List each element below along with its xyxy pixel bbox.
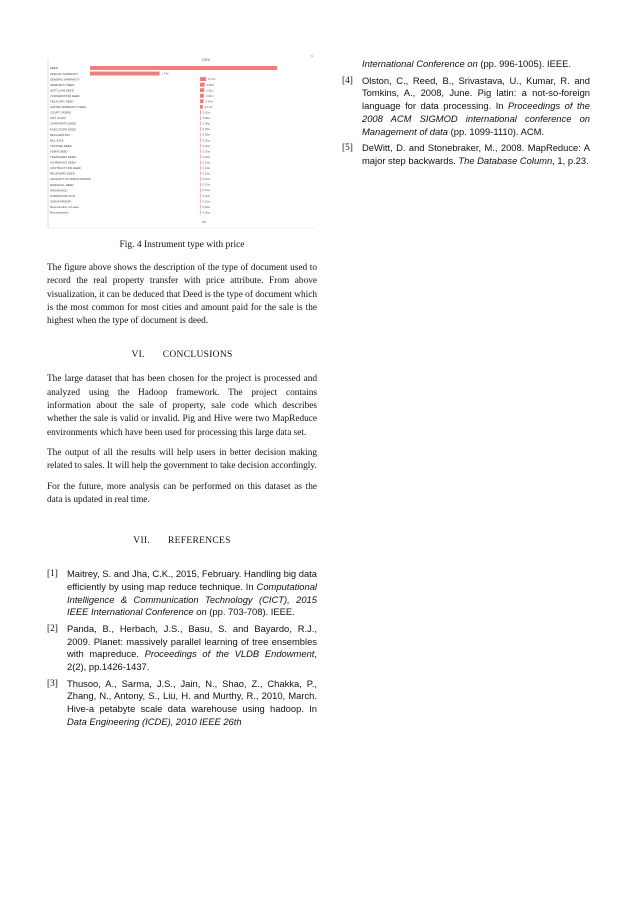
chart-bar — [90, 66, 277, 70]
chart-category-label: CONTRACT FOR DEED — [50, 166, 81, 171]
chart-category-label: ORDINANCE — [50, 188, 67, 193]
chart-data-label: 0.10m — [202, 111, 211, 115]
chart-category-label: CONSERVATOR DEED — [50, 93, 80, 98]
chart-bar — [200, 149, 201, 153]
chart-data-label: 0.71m — [208, 78, 216, 82]
reference-tail: (pp. 996-1005). IEEE. — [477, 58, 572, 69]
conclusions-paragraph-1: The large dataset that has been chosen for the project is processed and analyzed using the Hadoop framework. The project contains information about the sale of property, sale code which describes whether the sale is valid or invalid. Pig and Hive were two MapReduce environments which have been used for processing this large data set. — [47, 374, 317, 438]
chart-bar — [200, 105, 203, 109]
chart-bar — [200, 205, 201, 209]
chart-data-label: 0.01m — [202, 183, 211, 187]
chart-data-label: 0.06m — [202, 122, 211, 126]
reference-list-left — [47, 568, 317, 728]
chart-category-label: TRUSTEE DEED — [50, 143, 72, 148]
chart-bar — [200, 144, 201, 148]
reference-tail: (pp. 703-708). IEEE. — [206, 606, 295, 618]
chart-bar — [200, 94, 204, 98]
chart-data-label: 0.02m — [202, 161, 211, 165]
right-column — [342, 58, 590, 168]
chart-bottom-label: 0% — [202, 220, 207, 224]
chart-data-label: 0.46m — [205, 94, 214, 98]
chart-data-label: 1.74m — [161, 72, 170, 76]
chart-category-label: BILL SALE — [50, 138, 64, 143]
chart-bar — [200, 210, 201, 214]
reference-tail: , 1, p.23. — [552, 154, 589, 166]
chart-category-label: RECEIVERS DEED — [50, 171, 75, 176]
chart-category-label: EXECUTORS DEED — [50, 127, 76, 132]
chart-data-label: 0.02m — [202, 144, 211, 148]
chart-category-label: WARRANTY DEED — [50, 82, 75, 87]
chart-data-label: 0.01m — [202, 167, 211, 170]
chart-category-label: Memorandum of Lease — [50, 204, 79, 209]
chart-bar — [200, 188, 201, 192]
chart-data-label: 0.00m — [202, 205, 211, 209]
chart-bar — [200, 83, 205, 87]
chart-data-label: 0.56m — [206, 83, 215, 87]
chart-data-label: 0.01m — [202, 200, 211, 204]
reference-item-continued — [342, 58, 590, 71]
chart-data-label: 0.51m — [206, 89, 214, 93]
chart-bar — [200, 194, 201, 198]
instrument-type-chart — [47, 52, 317, 230]
reference-venue: Proceedings of the VLDB Endowment — [144, 648, 315, 660]
chart-data-label: 0.02m — [202, 155, 211, 159]
figure-caption: Fig. 4 Instrument type with price — [119, 240, 245, 250]
chart-bar — [200, 138, 201, 142]
chart-bar — [200, 199, 201, 203]
chart-data-label: 0.01m — [202, 178, 211, 182]
chart-data-label: 0.02m — [202, 150, 211, 154]
chart-bar — [200, 171, 201, 175]
conclusions-paragraph-3: For the future, more analysis can be performed on this dataset as the data is updated in real time. — [47, 481, 317, 505]
chart-bar — [200, 77, 206, 81]
reference-venue: Data Engineering (ICDE), 2010 IEEE 26th — [67, 715, 242, 727]
reference-venue: International Conference on — [362, 58, 478, 69]
chart-bar — [200, 122, 201, 126]
chart-data-label: 0.08m — [202, 117, 211, 121]
references-heading — [47, 536, 317, 546]
chart-category-label: SUBDIVISION PLAT — [50, 193, 76, 198]
chart-data-label: 0.01m — [202, 172, 211, 176]
chart-bar — [200, 133, 201, 137]
chart-bar — [200, 99, 204, 103]
chart-data-label: 0.17m — [204, 105, 213, 109]
chart-category-label: GIFT CLAIM — [50, 116, 66, 121]
chart-bar — [200, 183, 201, 187]
conclusions-paragraph-2: The output of all the results will help users in better decision making related to sales. It will help the government to take decision accordingly. — [47, 447, 317, 472]
chart-category-label: SURVIVORSHIP — [50, 199, 72, 204]
reference-list-right — [342, 58, 590, 168]
chart-bar — [200, 88, 204, 92]
reference-venue: The Database Column — [458, 154, 553, 166]
reference-number: [2] — [47, 623, 58, 634]
reference-number: [4] — [342, 75, 353, 86]
conclusions-heading-number: VI. — [131, 350, 145, 361]
reference-text: Maitrey, S. and Jha, C.K., 2015, February. Handling big data efficiently by using map reduce technique. In — [67, 568, 317, 592]
reference-tail: , 2(2), pp.1426-1437. — [67, 648, 317, 673]
chart-category-label: DEED — [50, 66, 58, 71]
chart-bar — [90, 72, 160, 76]
chart-category-label: SPECIAL WARRANTY — [50, 71, 79, 76]
chart-category-label: Reconveyance — [50, 210, 69, 215]
left-column — [47, 52, 317, 729]
chart-category-label: COURT ORDER — [50, 110, 71, 115]
reference-item — [342, 75, 590, 139]
chart-svg — [47, 52, 317, 230]
chart-category-label: QUITCLAIM DEED — [50, 88, 74, 93]
reference-text: Olston, C., Reed, B., Srivastava, U., Kumar, R. and Tomkins, A., 2008, June. Pig latin: a not-so-foreign language for data processing. In — [362, 74, 590, 112]
reference-number: [5] — [342, 143, 353, 154]
chart-category-label: ADMIN DEED — [50, 149, 68, 154]
chart-data-label: 0.04m — [202, 128, 211, 132]
chart-category-label: LIMITED WARRANTY DEED — [50, 105, 87, 110]
chart-data-label: 0.03m — [202, 133, 211, 137]
chart-corner-label: % — [310, 54, 313, 58]
reference-tail: (pp. 1099-1110). ACM. — [448, 125, 545, 137]
conclusions-heading — [47, 350, 317, 360]
reference-text: DeWitt, D. and Stonebraker, M., 2008. MapReduce: A major step backwards. — [362, 142, 590, 166]
chart-bar — [200, 177, 201, 181]
references-heading-number: VII. — [133, 536, 151, 547]
chart-category-label: CORPORATE DEED — [50, 121, 77, 126]
chart-data-label: 0.01m — [202, 194, 211, 198]
chart-data-label: 0.42m — [205, 100, 214, 104]
chart-category-label: TREASURER DEED — [50, 155, 76, 159]
chart-bar — [200, 110, 201, 114]
chart-bar — [200, 155, 201, 159]
chart-category-label: AFFIDAVIT OF SURVIVORSHIP — [50, 177, 91, 182]
reference-number: [3] — [47, 678, 58, 689]
figure-description: The figure above shows the description of the type of document used to record the real property transfer with price attribute. From above visualization, it can be deduced that Deed is the type of document which is the most common for most cities and amount paid for the sale is the highest when the type of document is deed. — [47, 263, 317, 327]
references-heading-title: REFERENCES — [168, 536, 231, 547]
reference-item — [47, 623, 317, 674]
chart-bar — [200, 116, 201, 120]
reference-venue: Computational Intelligence & Communication Technology (CICT), 2015 IEEE International Conference on — [67, 580, 317, 618]
chart-category-label: MARSHALL DEED — [50, 182, 74, 187]
chart-category-label: GENERAL WARRANTY — [50, 77, 80, 82]
reference-number: [1] — [47, 569, 58, 580]
chart-data-label: 0.02m — [202, 139, 211, 143]
chart-data-label: 0.01m — [202, 189, 211, 193]
reference-text: Thusoo, A., Sarma, J.S., Jain, N., Shao, Z., Chakka, P., Zhang, N., Antony, S., Liu, H. and Murthy, R., 2010, March. Hive-a petabyte scale data warehouse using hadoop. In — [67, 677, 317, 715]
chart-category-label: DECLARATION — [50, 132, 70, 137]
chart-bar — [200, 160, 201, 164]
chart-category-label: FIDUCIARY DEED — [50, 99, 74, 104]
chart-bar — [200, 166, 201, 170]
conclusions-heading-title: CONCLUSIONS — [162, 350, 233, 361]
reference-item — [342, 142, 590, 167]
reference-venue: Proceedings of the 2008 ACM SIGMOD international conference on Management of data — [362, 100, 590, 137]
chart-data-label: 0.00m — [202, 211, 211, 215]
chart-bar — [200, 127, 201, 131]
reference-item — [47, 568, 317, 619]
chart-category-label: GUARDIAN'S DEED — [50, 160, 76, 165]
reference-item — [47, 678, 317, 729]
chart-top-label: 100% — [201, 58, 211, 62]
reference-text: Panda, B., Herbach, J.S., Basu, S. and Bayardo, R.J., 2009. Planet: massively parallel learning of tree ensembles with mapreduce. — [67, 622, 317, 660]
